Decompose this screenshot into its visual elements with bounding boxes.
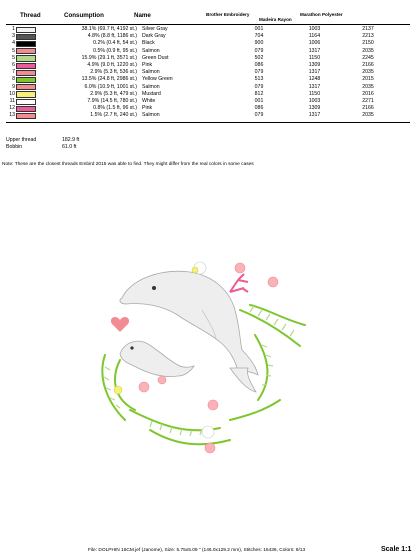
swatch-box (16, 63, 36, 69)
thread-number: 4 (12, 40, 15, 47)
thread-consumption: 0.5% (0.9 ft, 95 st.) (93, 47, 137, 54)
pink-coral (230, 274, 248, 292)
thread-consumption: 13.5% (24.8 ft, 2986 st.) (81, 76, 137, 83)
thread-number: 9 (12, 83, 15, 90)
color-swatch (16, 48, 36, 55)
swatch-box (16, 91, 36, 97)
bobbin-value: 61.0 ft (62, 144, 77, 150)
marathon-code: 2166 (362, 105, 374, 112)
marathon-code: 2245 (362, 54, 374, 61)
brother-code: 086 (254, 62, 264, 69)
color-swatch (16, 84, 36, 91)
thread-number: 1 (12, 26, 15, 32)
thread-number: 11 (9, 98, 15, 105)
header-name: Name (134, 12, 151, 19)
thread-number: 13 (9, 112, 15, 119)
thread-name: Green Dust (142, 54, 169, 61)
scale-label: Scale 1:1 (381, 546, 412, 553)
swatch-box (16, 34, 36, 40)
brother-code: 001 (254, 26, 264, 32)
thread-row (6, 62, 394, 69)
thread-consumption: 2.9% (5.3 ft, 479 st.) (90, 90, 137, 97)
swatch-box (16, 70, 36, 76)
swatch-box (16, 106, 36, 112)
thread-name: Salmon (142, 83, 160, 90)
marathon-code: 2137 (362, 26, 374, 32)
upper-thread-label: Upper thread (6, 137, 37, 143)
swatch-box (16, 48, 36, 54)
color-swatch (16, 62, 36, 69)
brother-code: 704 (254, 33, 264, 40)
thread-name: Salmon (142, 69, 160, 76)
thread-number: 5 (12, 54, 15, 61)
thread-name: Salmon (142, 47, 160, 54)
madeira-code: 1309 (308, 105, 321, 112)
thread-row (6, 40, 394, 47)
thread-name: Black (142, 40, 155, 47)
color-swatch (16, 40, 36, 47)
madeira-code: 1317 (308, 47, 321, 54)
thread-number: 12 (9, 105, 15, 112)
thread-row (6, 76, 394, 83)
thread-row (6, 105, 394, 112)
thread-row (6, 91, 394, 98)
brother-code: 502 (254, 54, 264, 61)
header-brother: Brother Embroidery (206, 12, 250, 17)
thread-consumption: 4.8% (8.8 ft, 1186 st.) (87, 33, 137, 40)
brother-code: 812 (254, 90, 264, 97)
madeira-code: 1003 (308, 26, 321, 32)
embroidery-design-preview (90, 250, 330, 470)
thread-row (6, 69, 394, 76)
thread-consumption: 1.5% (2.7 ft, 240 st.) (90, 112, 137, 119)
madeira-code: 1006 (308, 40, 321, 47)
thread-name: Silver Gray (142, 26, 168, 32)
thread-number: 7 (12, 69, 15, 76)
thread-name: Pink (142, 105, 153, 112)
thread-number: 3 (12, 33, 15, 40)
brother-code: 079 (254, 83, 264, 90)
bobbin-label: Bobbin (6, 144, 23, 150)
thread-name: White (142, 98, 156, 105)
brother-code: 900 (254, 40, 264, 47)
thread-row (6, 112, 394, 119)
brother-code: 079 (254, 47, 264, 54)
swatch-box (16, 84, 36, 90)
thread-row (6, 33, 394, 40)
thread-row (6, 55, 394, 62)
marathon-code: 2035 (362, 47, 374, 54)
thread-number: 10 (9, 90, 15, 97)
header-marathon: Marathon Polyester (300, 12, 343, 17)
thread-number: 6 (12, 62, 15, 69)
marathon-code: 2016 (362, 90, 374, 97)
header-divider (6, 24, 410, 25)
heart-icon (111, 317, 129, 332)
thread-name: Mustard (142, 90, 161, 97)
thread-name: Pink (142, 62, 153, 69)
table-bottom-divider (6, 122, 410, 123)
color-swatch (16, 91, 36, 98)
thread-consumption: 4.9% (9.0 ft, 1220 st.) (87, 62, 137, 69)
brother-code: 086 (254, 105, 264, 112)
marathon-code: 2035 (362, 83, 374, 90)
madeira-code: 1317 (308, 83, 321, 90)
thread-consumption: 0.2% (0.4 ft, 54 st.) (93, 40, 137, 47)
thread-consumption: 7.9% (14.5 ft, 780 st.) (87, 98, 137, 105)
madeira-code: 1150 (308, 90, 321, 97)
marathon-code: 2035 (362, 69, 374, 76)
thread-row (6, 26, 394, 33)
color-swatch (16, 112, 36, 119)
thread-consumption: 6.0% (10.9 ft, 1001 st.) (84, 83, 137, 90)
color-swatch (16, 76, 36, 83)
madeira-code: 1150 (308, 54, 321, 61)
color-swatch (16, 105, 36, 112)
upper-thread-value: 182.9 ft (62, 137, 80, 143)
marathon-code: 2166 (362, 62, 374, 69)
thread-consumption: 2.9% (5.3 ft, 536 st.) (90, 69, 137, 76)
thread-name: Dark Gray (142, 33, 166, 40)
marathon-code: 2150 (362, 40, 374, 47)
header-madeira: Madeira Rayon (259, 17, 292, 22)
color-swatch (16, 69, 36, 76)
thread-name: Yellow Green (142, 76, 173, 83)
madeira-code: 1003 (308, 98, 321, 105)
thread-row (6, 98, 394, 105)
marathon-code: 2213 (362, 33, 374, 40)
color-swatch (16, 33, 36, 40)
swatch-box (16, 77, 36, 83)
madeira-code: 1309 (308, 62, 321, 69)
small-dolphin (120, 341, 194, 376)
header-thread: Thread (20, 12, 41, 19)
color-swatch (16, 55, 36, 62)
thread-table (6, 26, 394, 120)
header-consumption: Consumption (64, 12, 104, 19)
thread-number: 5 (12, 47, 15, 54)
thread-consumption: 0.8% (1.5 ft, 96 st.) (93, 105, 137, 112)
thread-row (6, 48, 394, 55)
color-swatch (16, 26, 36, 33)
brother-code: 079 (254, 112, 264, 119)
madeira-code: 1317 (308, 112, 321, 119)
marathon-code: 2271 (362, 98, 374, 105)
brother-code: 079 (254, 69, 264, 76)
swatch-box (16, 41, 36, 47)
madeira-code: 1317 (308, 69, 321, 76)
thread-row (6, 84, 394, 91)
thread-name: Salmon (142, 112, 160, 119)
swatch-box (16, 99, 36, 105)
marathon-code: 2015 (362, 76, 374, 83)
marathon-code: 2035 (362, 112, 374, 119)
thread-number: 8 (12, 76, 15, 83)
madeira-code: 1248 (308, 76, 321, 83)
swatch-box (16, 55, 36, 61)
thread-consumption: 38.1% (69.7 ft, 4192 st.) (81, 26, 137, 32)
thread-consumption: 15.9% (29.1 ft, 3571 st.) (81, 54, 137, 61)
file-info: File: DOLPHIN 15CM.jef (Janome), Size: 5.75x5.09 " (146.0x129.2 mm), Stitches: 16436, Colors: 9/13 (88, 548, 306, 553)
swatch-box (16, 113, 36, 119)
brother-code: 001 (254, 98, 264, 105)
color-swatch (16, 98, 36, 105)
madeira-code: 1164 (308, 33, 321, 40)
note-text: Note: These are the closest threads Embird 2015 was able to find. They might differ from the real colors in some cases (2, 162, 254, 167)
brother-code: 513 (254, 76, 264, 83)
swatch-box (16, 27, 36, 33)
